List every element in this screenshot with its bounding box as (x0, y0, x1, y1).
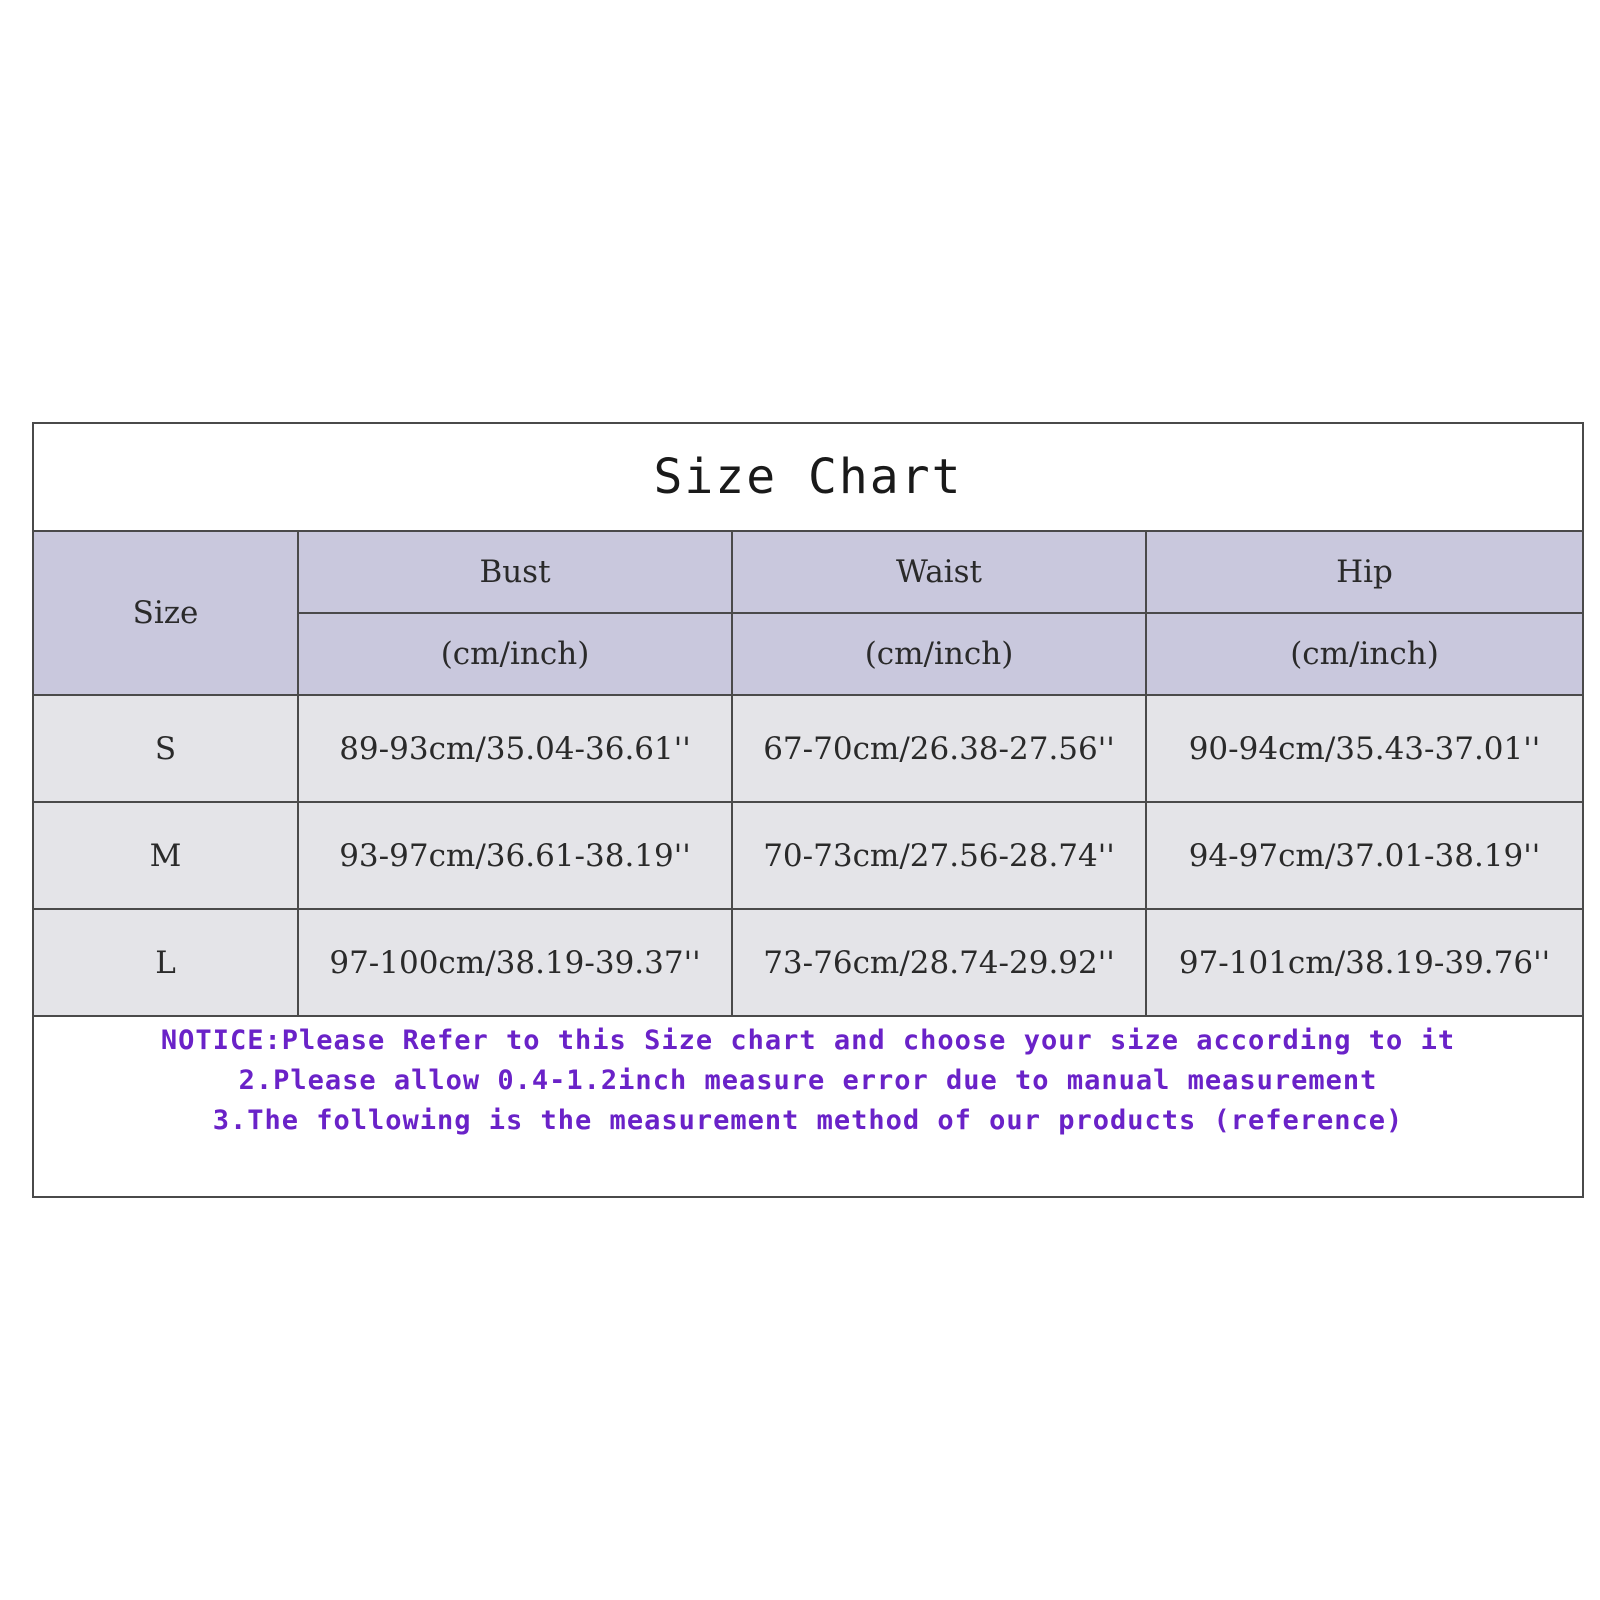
size-chart (32, 422, 1584, 1198)
waist-cell: 73-76cm/28.74-29.92'' (732, 909, 1146, 1016)
hip-cell: 90-94cm/35.43-37.01'' (1146, 695, 1582, 802)
hip-cell: 94-97cm/37.01-38.19'' (1146, 802, 1582, 909)
hip-unit: (cm/inch) (1146, 613, 1582, 695)
notice-line: 3.The following is the measurement method of our products (reference) (212, 1105, 1404, 1136)
waist-cell: 67-70cm/26.38-27.56'' (732, 695, 1146, 802)
hip-header: Hip (1146, 531, 1582, 613)
header-row-names (34, 531, 1582, 613)
bust-cell: 93-97cm/36.61-38.19'' (298, 802, 732, 909)
bust-cell: 89-93cm/35.04-36.61'' (298, 695, 732, 802)
waist-cell: 70-73cm/27.56-28.74'' (732, 802, 1146, 909)
chart-title: Size Chart (653, 449, 963, 505)
size-table (34, 530, 1582, 1017)
bust-unit: (cm/inch) (298, 613, 732, 695)
size-cell: L (34, 909, 298, 1016)
waist-unit: (cm/inch) (732, 613, 1146, 695)
table-row (34, 695, 1582, 802)
notice-line: NOTICE:Please Refer to this Size chart and choose your size according to it (160, 1025, 1456, 1056)
waist-header: Waist (732, 531, 1146, 613)
bust-header: Bust (298, 531, 732, 613)
table-row (34, 802, 1582, 909)
size-header: Size (34, 531, 298, 695)
notice-line: 2.Please allow 0.4-1.2inch measure error due to manual measurement (238, 1065, 1378, 1096)
hip-cell: 97-101cm/38.19-39.76'' (1146, 909, 1582, 1016)
bust-cell: 97-100cm/38.19-39.37'' (298, 909, 732, 1016)
size-cell: M (34, 802, 298, 909)
size-cell: S (34, 695, 298, 802)
table-row (34, 909, 1582, 1016)
notice-block (34, 1021, 1582, 1141)
